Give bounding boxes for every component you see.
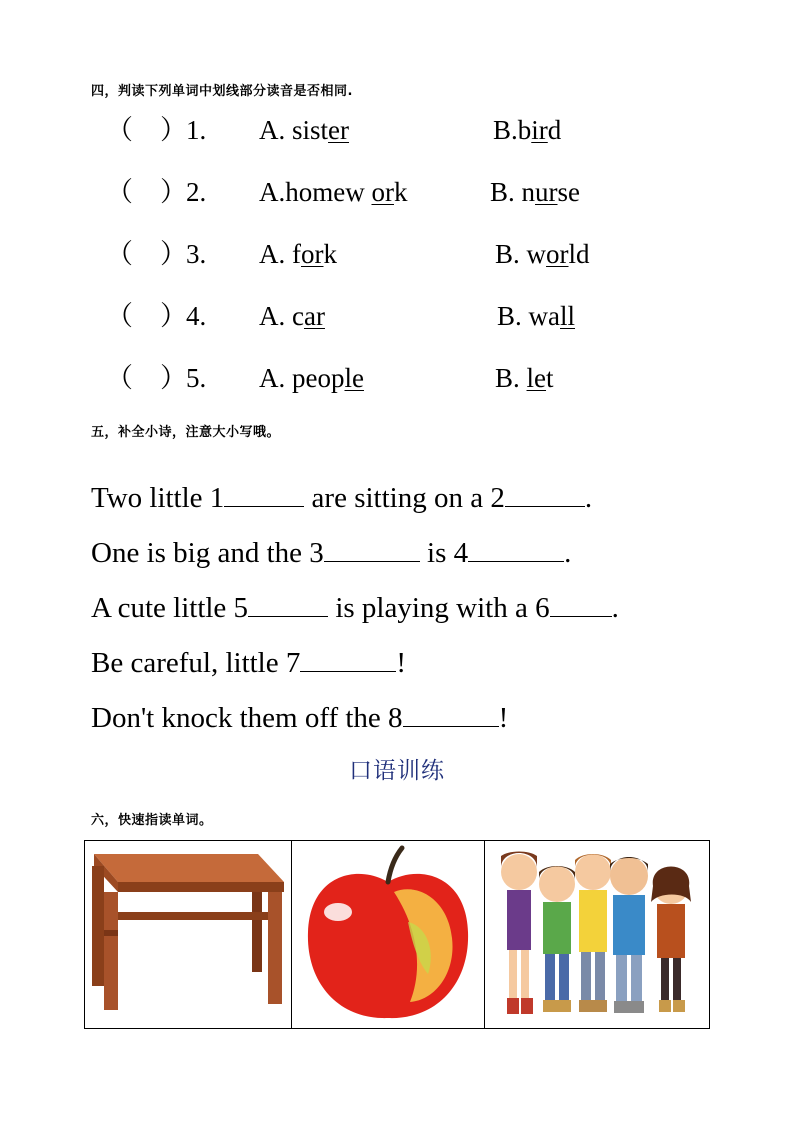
question-row-3 <box>0 234 794 274</box>
question-number: 3. <box>186 239 207 269</box>
oral-training-title: 口语训练 <box>349 758 445 784</box>
question-number: 4. <box>186 301 207 331</box>
option-a: A. fork <box>259 239 337 269</box>
option-b: B. world <box>495 239 590 269</box>
answer-blank[interactable]: （ ） <box>106 115 187 145</box>
apple-icon <box>298 842 478 1022</box>
answer-blank[interactable]: （ ） <box>106 301 187 331</box>
option-a: A.homew ork <box>259 177 408 207</box>
poem-line-1: Two little 1 are sitting on a 2 . <box>91 482 593 514</box>
option-a: A. people <box>259 363 364 393</box>
fill-blank-7[interactable] <box>300 649 396 672</box>
fill-blank-6[interactable] <box>550 594 612 617</box>
question-row-5 <box>0 358 794 398</box>
apple-cell[interactable] <box>291 841 484 1029</box>
question-number: 1. <box>186 115 207 145</box>
fill-blank-1[interactable] <box>224 484 304 507</box>
answer-blank[interactable]: （ ） <box>106 363 187 393</box>
fill-blank-8[interactable] <box>403 704 499 727</box>
fill-blank-5[interactable] <box>248 594 328 617</box>
option-b: B. nurse <box>490 177 581 207</box>
answer-blank[interactable]: （ ） <box>106 239 187 269</box>
poem-line-3: A cute little 5 is playing with a 6 . <box>91 592 619 624</box>
poem-line-5: Don't knock them off the 8 ! <box>91 702 509 734</box>
poem-line-4: Be careful, little 7 ! <box>91 647 407 679</box>
fill-blank-3[interactable] <box>324 539 420 562</box>
answer-blank[interactable]: （ ） <box>106 177 187 207</box>
desk-cell[interactable] <box>85 841 292 1029</box>
picture-table <box>84 840 710 1029</box>
option-b: B. wall <box>497 301 576 331</box>
question-row-2 <box>0 172 794 212</box>
question-row-4 <box>0 296 794 336</box>
option-b: B. let <box>495 363 554 393</box>
fill-blank-4[interactable] <box>468 539 564 562</box>
question-number: 2. <box>186 177 207 207</box>
option-b: B.bird <box>493 115 562 145</box>
section5-heading: 五，补全小诗，注意大小写哦。 <box>91 425 281 440</box>
children-icon <box>489 842 704 1022</box>
section4-heading: 四，判读下列单词中划线部分读音是否相同. <box>91 84 353 99</box>
option-a: A. car <box>259 301 325 331</box>
question-row-1 <box>0 110 794 150</box>
fill-blank-2[interactable] <box>505 484 585 507</box>
poem-line-2: One is big and the 3 is 4 . <box>91 537 572 569</box>
section6-heading: 六，快速指读单词。 <box>91 813 213 828</box>
option-a: A. sister <box>259 115 350 145</box>
question-number: 5. <box>186 363 207 393</box>
desk-icon <box>88 852 288 1012</box>
children-cell[interactable] <box>484 841 709 1029</box>
